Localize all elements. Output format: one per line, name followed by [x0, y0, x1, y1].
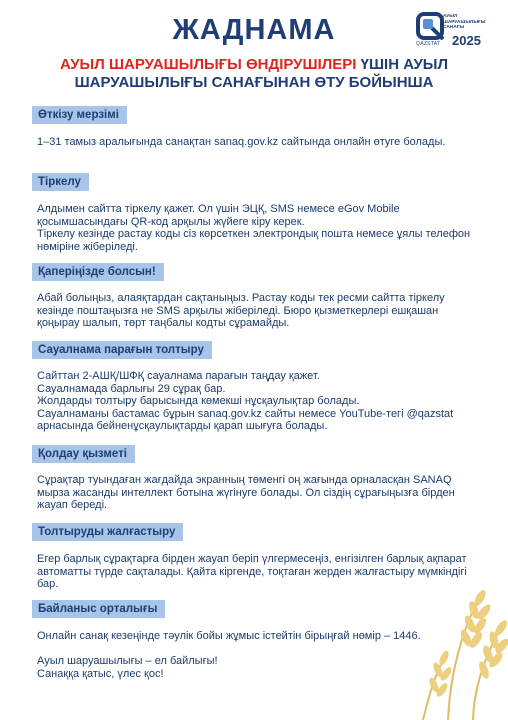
- section-label-questionnaire: Сауалнама парағын толтыру: [32, 341, 212, 359]
- section-line: Онлайн санақ кезеңінде тәулік бойы жұмыс істейтін бірыңғай нөмір – 1446.: [37, 630, 421, 642]
- section-text-questionnaire: [37, 370, 477, 433]
- section-line: Егер барлық сұрақтарға бірден жауап беріп үлгермесеңіз, енгізілген барлық ақпарат автоматты түрде сақталады. Қайта кіргенде, тоқтаған жерден жалғастыру мүмкіндігі бар.: [37, 553, 467, 591]
- logo-caption: АУЫЛ ШАРУАШЫЛЫҒЫ САНАҒЫ: [443, 14, 486, 30]
- section-line: Тіркелу кезінде растау коды сіз көрсеткен электрондық пошта немесе ұялы телефон нөміріне жіберіледі.: [37, 228, 471, 253]
- section-line: Абай болыңыз, алаяқтардан сақтаныңыз. Растау коды тек ресми сайтта тіркелу кезінде поштаңызға не SMS арқылы жіберіледі. Бюро қызметкерлері ешқашан қоңырау шалып, төрт таңбалы кодты сұрамайды.: [37, 292, 445, 330]
- section-line: Сауалнаманы бастамас бұрын sanaq.gov.kz сайты немесе YouTube-тегі @qazstat арнасында бейненұсқаулықтарды қарап шығуға болады.: [37, 407, 454, 433]
- logo-year: 2025: [452, 33, 481, 48]
- section-label-deadline: Өткізу мерзімі: [32, 106, 127, 124]
- section-line: Сауалнамада барлығы 29 сұрақ бар.: [37, 382, 226, 395]
- section-text-support: [37, 474, 477, 512]
- section-line: Сұрақтар туындаған жағдайда экранның төменгі оң жағында орналасқан SANAQ мырза жасанды интеллект ботына жүгінуге болады. Ол сіздің сұрағыңызға бірден жауап береді.: [37, 474, 455, 512]
- subtitle-rest: ҮШІН АУЫЛ ШАРУАШЫЛЫҒЫ САНАҒЫНАН ӨТУ БОЙЫНША: [74, 56, 449, 91]
- section-line: Санаққа қатыс, үлес қос!: [37, 667, 164, 680]
- census-logo: [416, 12, 500, 48]
- page-subtitle: [40, 56, 468, 92]
- logo-brand: QAZSTAT: [416, 41, 441, 47]
- section-line: 1–31 тамыз аралығында санақтан sanaq.gov.kz сайтында онлайн өтуге болады.: [37, 136, 446, 148]
- section-text-registration: [37, 203, 477, 253]
- qazstat-q-logo-icon: [416, 12, 444, 40]
- section-line: Ауыл шаруашылығы – ел байлығы!: [37, 655, 218, 668]
- section-label-warning: Қаперіңізде болсын!: [32, 263, 164, 281]
- section-label-contact: Байланыс орталығы: [32, 600, 165, 618]
- section-line: Жолдарды толтыру барысында көмекші нұсқаулықтар болады.: [37, 395, 360, 408]
- page-title: ЖАДНАМА: [172, 14, 336, 46]
- section-line: Сайттан 2-АШҚ/ШФҚ сауалнама парағын таңдау қажет.: [37, 370, 320, 382]
- section-label-registration: Тіркелу: [32, 173, 89, 191]
- subtitle-highlight: АУЫЛ ШАРУАШЫЛЫҒЫ ӨНДІРУШІЛЕРІ: [59, 56, 357, 73]
- section-text-warning: [37, 292, 477, 330]
- wheat-decoration-icon: [388, 540, 508, 720]
- section-label-continue: Толтыруды жалғастыру: [32, 523, 183, 541]
- section-text-deadline: [37, 136, 477, 149]
- section-line: Алдымен сайтта тіркелу қажет. Ол үшін ЭЦҚ, SMS немесе eGov Mobile қосымшасындағы QR-код арқылы жүйеге кіру керек.: [37, 203, 400, 228]
- section-label-support: Қолдау қызметі: [32, 445, 135, 463]
